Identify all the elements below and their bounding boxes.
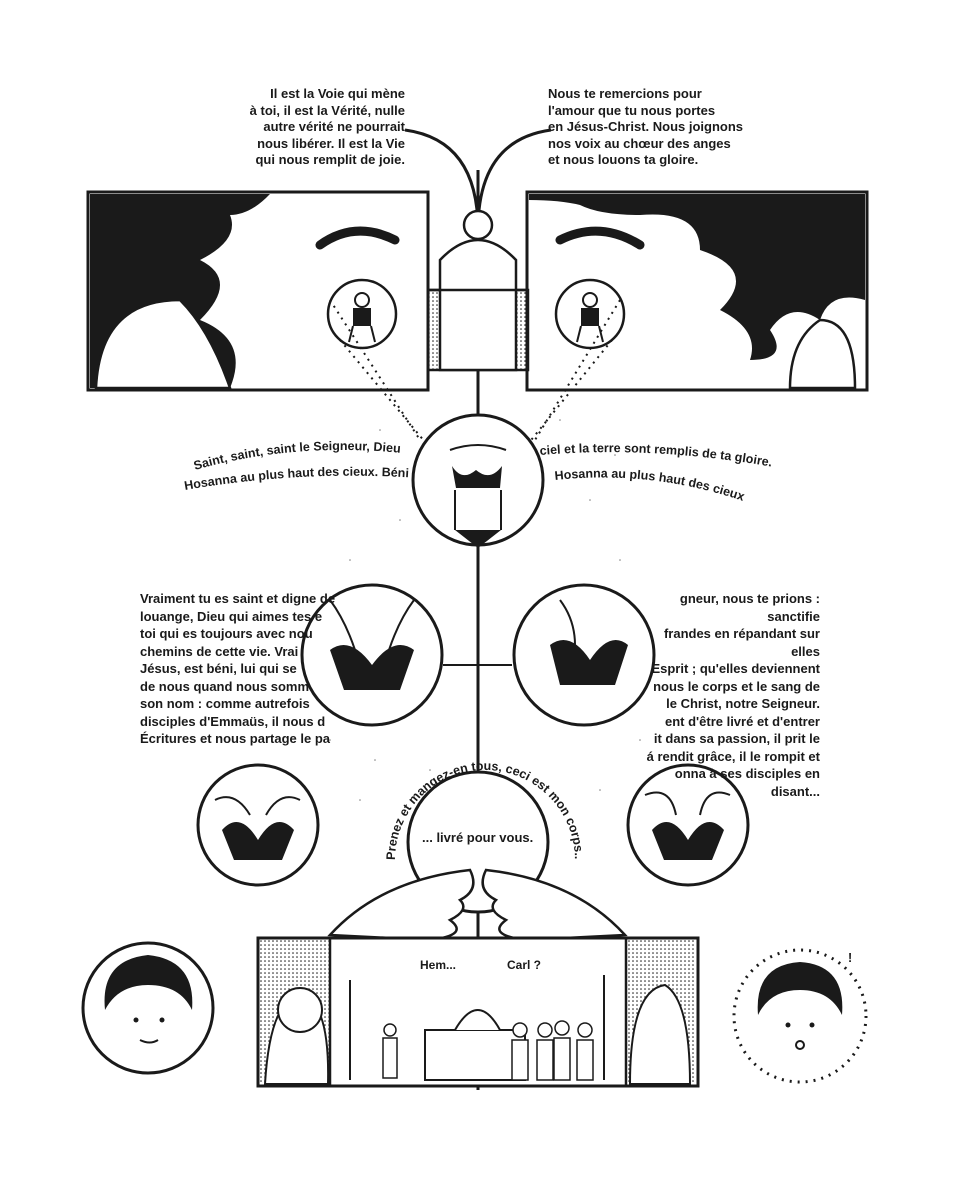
caption-top-right: Nous te remercions pour l'amour que tu nous portes en Jésus-Christ. Nous joignons nos voix au chœur des anges et nous louons ta gloire.	[548, 86, 744, 167]
speech-hem: Hem...	[420, 958, 457, 972]
arc-text-left-1: Saint, saint, saint le Seigneur, Dieu	[192, 438, 402, 473]
panel-bottom-scene	[258, 938, 698, 1086]
arc-text-circle: Prenez et mangez-en tous, ceci est mon corps..	[383, 758, 587, 861]
panel-top-left	[88, 192, 428, 390]
panel-top-right	[527, 192, 867, 390]
altar-arch	[428, 211, 528, 370]
arc-text-right-1: ciel et la terre sont remplis de ta gloire.	[539, 441, 774, 470]
portrait-right	[734, 950, 866, 1082]
arc-text-right-2: Hosanna au plus haut des cieux	[553, 466, 747, 504]
host-caption: ... livré pour vous.	[422, 830, 534, 845]
arc-text-left-2: Hosanna au plus haut des cieux. Béni	[183, 464, 410, 493]
prayer-text-right: gneur, nous te prions : sanctifie frandes en répandant sur elles Esprit ; qu'elles deviennent nous le corps et le sang de le Christ, notre Seigneur. ent d'être livré et d'entrer it dans sa passion, il prit le á rendit grâce, il le rompit et onna à ses disciples en disant...	[646, 591, 820, 799]
speech-carl: Carl ?	[507, 958, 542, 972]
caption-top-left: Il est la Voie qui mène à toi, il est la Vérité, nulle autre vérité ne pourrait nous libérer. Il est la Vie qui nous remplit de joie.	[249, 86, 405, 167]
circle-middle-right	[514, 585, 654, 725]
circle-center	[413, 415, 543, 548]
prayer-text-left: Vraiment tu es saint et digne de louange, Dieu qui aimes tes e toi qui es toujours avec nou chemins de cette vie. Vrai Jésus, est béni, lui qui se de nous quand nous somm son nom : comme autrefois disciples d'Emmaüs, il nous d Écritures et nous partage le pa	[140, 591, 336, 746]
portrait-left	[83, 943, 213, 1073]
circle-lower-left	[198, 765, 318, 885]
exclamation-mark: !	[848, 951, 853, 965]
